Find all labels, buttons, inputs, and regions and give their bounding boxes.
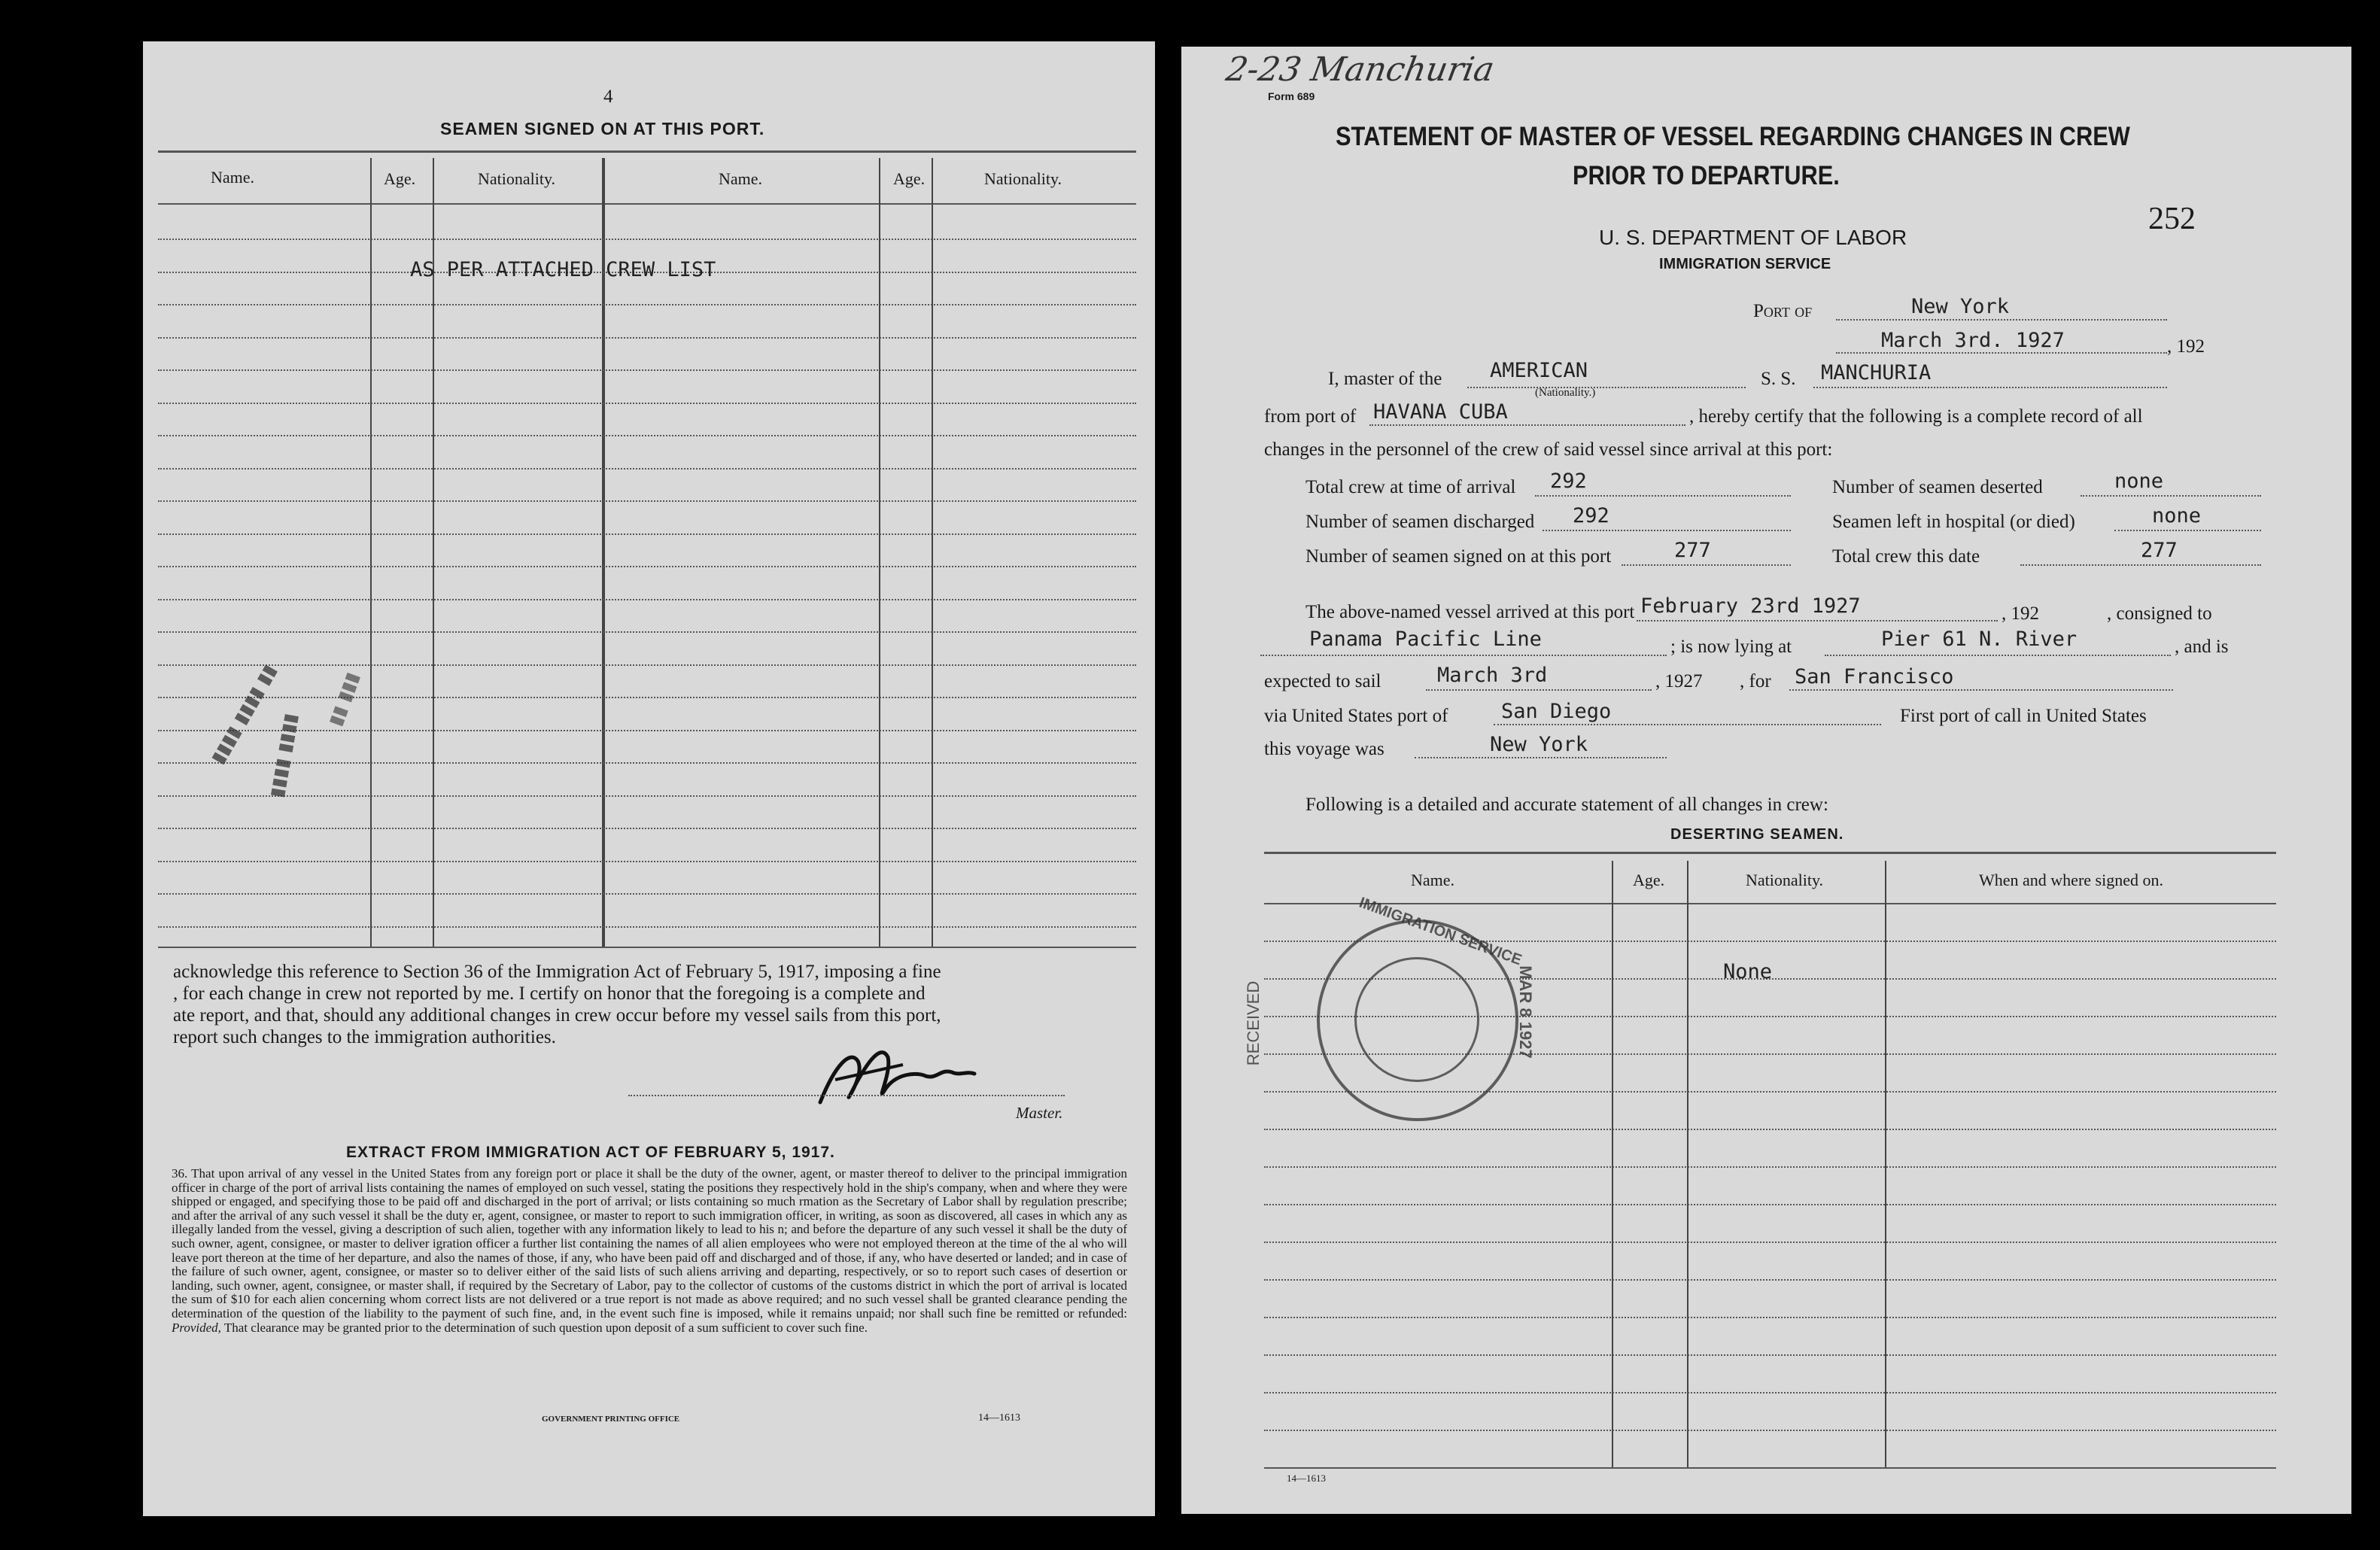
lying-line: [1825, 655, 2171, 656]
table-row-rule: [158, 762, 1136, 764]
table-row-rule: [158, 926, 1136, 928]
stamp-date: MAR 8 1927: [1515, 965, 1535, 1059]
via-value: San Diego: [1501, 700, 1612, 723]
master-label: Master.: [1016, 1104, 1063, 1122]
received-stamp-inner: [1354, 957, 1479, 1082]
col-header-nationality: Nationality.: [984, 169, 1062, 188]
stamp-impression: ▮▮ ▮▮▮: [324, 669, 363, 729]
nationality-caption: (Nationality.): [1535, 387, 1596, 399]
service: IMMIGRATION SERVICE: [1659, 256, 1831, 272]
form-code: 14—1613: [978, 1412, 1020, 1424]
date-value: March 3rd. 1927: [1881, 329, 2065, 352]
col-header-name: Name.: [211, 168, 255, 187]
table-row-rule: [158, 599, 1136, 600]
total-date-value: 277: [2141, 539, 2178, 562]
table-row-rule: [158, 664, 1136, 666]
table-header-rule: [158, 203, 1136, 205]
total-arrival-line: [1535, 495, 1791, 497]
stamp-text: IMMIGRATION SERVICE: [1357, 894, 1524, 969]
col-divider: [370, 158, 372, 948]
port-value: New York: [1911, 295, 2010, 318]
voyage-value: New York: [1490, 733, 1588, 756]
date-line: [1836, 352, 2167, 354]
table-row-rule: [158, 304, 1136, 305]
from-port-line: [1369, 424, 1685, 426]
table-top-rule: [158, 150, 1136, 153]
total-date-line: [2020, 564, 2261, 566]
master-signature: [805, 1035, 1001, 1117]
and-is-label: , and is: [2175, 637, 2229, 657]
form-code: 14—1613: [1287, 1472, 1326, 1484]
nationality-line: [1467, 387, 1746, 388]
signature-line: [628, 1095, 1065, 1096]
total-arrival-value: 292: [1550, 470, 1587, 493]
lying-value: Pier 61 N. River: [1881, 628, 2078, 651]
sail-line: [1426, 689, 1652, 691]
table-row-rule: [158, 369, 1136, 371]
signed-on-value: 277: [1674, 539, 1711, 562]
via-label: via United States port of: [1264, 706, 1448, 726]
via-line: [1494, 724, 1881, 725]
arrived-year: , 192: [2002, 603, 2039, 624]
arrived-line: [1637, 620, 1998, 622]
deserted-line: [2081, 495, 2261, 497]
col-header-age: Age.: [1633, 871, 1665, 889]
hospital-line: [2114, 530, 2261, 531]
table-row-rule: [1264, 1317, 2276, 1318]
table-row-rule: [158, 468, 1136, 470]
port-line: [1836, 319, 2167, 321]
table-row-rule: [158, 500, 1136, 502]
nationality-entry: None: [1723, 960, 1773, 983]
table-row-rule: [158, 631, 1136, 633]
col-divider: [1612, 861, 1613, 1469]
table-row-rule: [158, 795, 1136, 797]
left-page: [143, 41, 1155, 1516]
year-suffix: , 192: [2167, 336, 2205, 357]
col-header-age: Age.: [384, 169, 416, 188]
voyage-line: [1415, 757, 1667, 758]
table-row-rule: [1264, 1242, 2276, 1243]
arrived-value: February 23rd 1927: [1640, 594, 1861, 618]
from-port-value: HAVANA CUBA: [1373, 400, 1508, 424]
lying-label: ; is now lying at: [1670, 637, 1792, 657]
port-label: Port of: [1753, 301, 1813, 321]
table-row-rule: [158, 697, 1136, 698]
deserted-label: Number of seamen deserted: [1832, 477, 2043, 497]
table-row-rule: [158, 828, 1136, 829]
voyage-label: this voyage was: [1264, 739, 1385, 759]
extract-proviso: That clearance may be granted prior to the determination of such question upon deposit of a sum sufficient to cover such fine.: [223, 1320, 868, 1335]
nationality-value: AMERICAN: [1490, 359, 1588, 382]
table-row-rule: [1264, 1392, 2276, 1393]
cert-line: , for each change in crew not reported by me. I certify on honor that the foregoing is a complete and: [173, 983, 926, 1004]
col-header-name: Name.: [719, 169, 763, 188]
table-row-rule: [158, 730, 1136, 731]
signed-on-label: Number of seamen signed on at this port: [1306, 546, 1612, 567]
stamp-impression: ▮▮▮▮ ▮▮▮▮ ▮▮: [206, 661, 281, 767]
form-title-line1: STATEMENT OF MASTER OF VESSEL REGARDING CHANGES IN CREW: [1336, 122, 2130, 151]
consignee-value: Panama Pacific Line: [1309, 628, 1542, 651]
total-arrival-label: Total crew at time of arrival: [1306, 477, 1516, 497]
first-port-label: First port of call in United States: [1900, 706, 2147, 726]
table-bottom-rule: [1264, 1467, 2276, 1469]
certify-text: , hereby certify that the following is a complete record of all: [1689, 406, 2143, 427]
form-label: Form 689: [1268, 90, 1315, 102]
total-date-label: Total crew this date: [1832, 546, 1980, 567]
expected-label: expected to sail: [1264, 671, 1381, 691]
col-header-name: Name.: [1411, 871, 1455, 889]
from-port-label: from port of: [1264, 406, 1357, 427]
deserting-title: DESERTING SEAMEN.: [1670, 826, 1844, 843]
deserted-value: none: [2114, 470, 2164, 493]
table-row-rule: [158, 403, 1136, 404]
discharged-line: [1543, 530, 1791, 531]
col-divider: [932, 158, 933, 948]
right-page: [1181, 47, 2351, 1514]
vessel-line: [1813, 387, 2167, 388]
table-top-rule: [1264, 852, 2276, 854]
printer-mark: GOVERNMENT PRINTING OFFICE: [542, 1415, 680, 1424]
form-title-line2: PRIOR TO DEPARTURE.: [1573, 161, 1840, 190]
table-header-rule: [1264, 903, 2276, 904]
cert-line: acknowledge this reference to Section 36 of the Immigration Act of February 5, 1917, imposing a fine: [173, 962, 941, 982]
table-row-rule: [1264, 1354, 2276, 1356]
col-divider: [1687, 861, 1688, 1469]
consigned-label: , consigned to: [2107, 603, 2212, 624]
table-row-rule: [1264, 1204, 2276, 1205]
extract-body: [172, 1167, 1127, 1335]
vessel-value: MANCHURIA: [1821, 361, 1932, 384]
col-header-nationality: Nationality.: [1746, 871, 1824, 889]
cert-line: report such changes to the immigration authorities.: [173, 1027, 556, 1047]
extract-proviso-label: Provided,: [172, 1320, 221, 1335]
sail-year: , 1927: [1655, 671, 1703, 691]
table-row-rule: [1264, 1166, 2276, 1168]
discharged-value: 292: [1573, 504, 1609, 527]
signed-on-line: [1622, 564, 1791, 566]
destination-value: San Francisco: [1795, 665, 1954, 688]
table-row-rule: [158, 861, 1136, 862]
stamp-impression: ▮▮▮▮ ▮▮▮▮: [266, 711, 302, 800]
table-row-rule: [158, 533, 1136, 535]
certify-text-line2: changes in the personnel of the crew of said vessel since arrival at this port:: [1264, 439, 1833, 460]
for-label: , for: [1740, 671, 1771, 691]
sail-value: March 3rd: [1437, 664, 1548, 687]
extract-text: 36. That upon arrival of any vessel in the United States from any foreign port or place it shall be the duty of the owner, agent, or master thereof to deliver to the principal immigration officer in charge of the port of arrival lists containing the names of employed on such vessel, stating the positions they respectively hold in the ship's company, when and where they were shipped or engaged, and specifying those to be paid off and discharged in the port of arrival; or lists containing so much rmation as the Secretary of Labor shall by regulation prescribe; and after the arrival of any such vessel it shall be the duty er, agent, consignee, or master to report to such immigration officer, in writing, as soon as discovered, all cases in which any as illegally landed from the vessel, giving a description of such alien, together with any information likely to lead to his n; and before the departure of any such vessel it shall be the duty of such owner, agent, consignee, or master to deliver igration officer a further list containing the names of all alien employees who were not employed thereon at the time of the al who will leave port thereon at the time of her departure, and also the names of those, if any, who have been paid off and discharged and of those, if any, who have deserted or landed; and in case of the failure of such owner, agent, consignee, or master so to deliver either of the said lists of such aliens arriving and departing, respectively, or so to report such cases of desertion or landing, such owner, agent, consignee, or master shall, if required by the Secretary of Labor, pay to the collector of customs of the customs district in which the port of arrival is located the sum of $10 for each alien concerning whom correct lists are not delivered or a true report is not made as above required; and no such vessel shall be granted clearance pending the determination of the question of the liability to the payment of such fine, and, in the event such fine is imposed, while it remains unpaid; nor shall such fine be remitted or refunded:: [172, 1166, 1127, 1321]
table-row-rule: [1264, 1430, 2276, 1431]
received-label: RECEIVED: [1244, 980, 1263, 1066]
page-number: 4: [603, 87, 613, 107]
arrived-label: The above-named vessel arrived at this port: [1306, 602, 1635, 622]
cert-line: ate report, and that, should any additional changes in crew occur before my vessel sails from this port,: [173, 1005, 941, 1026]
table-row-rule: [1264, 1279, 2276, 1281]
col-divider: [879, 158, 880, 948]
col-header-age: Age.: [893, 169, 926, 188]
typed-crew-note: AS PER ATTACHED CREW LIST: [410, 258, 716, 281]
table-row-rule: [158, 566, 1136, 567]
col-header-signed-on: When and where signed on.: [1979, 871, 2163, 889]
left-title: SEAMEN SIGNED ON AT THIS PORT.: [440, 119, 765, 138]
department: U. S. DEPARTMENT OF LABOR: [1599, 226, 1907, 249]
hospital-label: Seamen left in hospital (or died): [1832, 512, 2075, 532]
handwritten-header: 2-23 Manchuria: [1223, 50, 1497, 89]
following-text: Following is a detailed and accurate statement of all changes in crew:: [1306, 795, 1828, 815]
col-divider: [1885, 861, 1886, 1469]
table-row-rule: [1264, 1129, 2276, 1130]
page-stamp-number: 252: [2148, 202, 2196, 236]
table-row-rule: [158, 239, 1136, 240]
table-row-rule: [158, 337, 1136, 339]
master-of-label: I, master of the: [1328, 369, 1442, 389]
table-row-rule: [158, 893, 1136, 895]
destination-line: [1789, 689, 2173, 691]
hospital-value: none: [2152, 504, 2202, 527]
table-row-rule: [158, 435, 1136, 436]
extract-title: EXTRACT FROM IMMIGRATION ACT OF FEBRUARY 5, 1917.: [346, 1144, 835, 1161]
discharged-label: Number of seamen discharged: [1306, 512, 1535, 532]
consignee-line: [1260, 655, 1667, 656]
ss-label: S. S.: [1761, 369, 1796, 389]
table-bottom-rule: [158, 947, 1136, 948]
col-header-nationality: Nationality.: [478, 169, 556, 188]
